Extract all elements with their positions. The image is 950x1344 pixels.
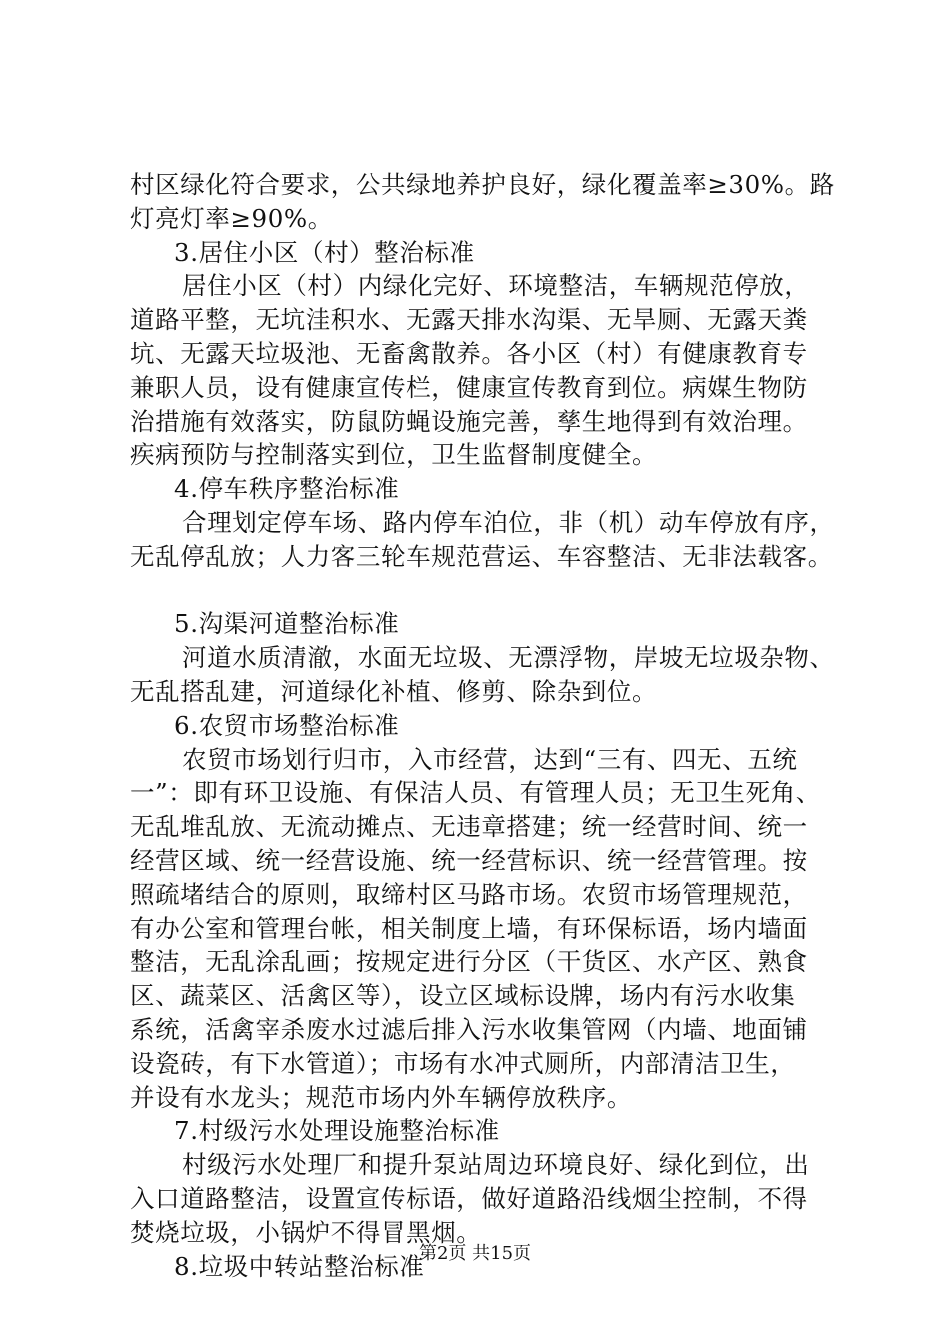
- paragraph-first-line: 村级污水处理厂和提升泵站周边环境良好、绿化到位，出: [182, 1150, 810, 1180]
- text-line: 疾病预防与控制落实到位，卫生监督制度健全。: [130, 440, 658, 470]
- text-line: 无乱停乱放；人力客三轮车规范营运、车容整洁、无非法载客。: [130, 541, 833, 571]
- section-heading: 8.垃圾中转站整治标准: [174, 1251, 425, 1281]
- section-heading: 4.停车秩序整治标准: [174, 474, 400, 504]
- paragraph-first-line: 河道水质清澈，水面无垃圾、无漂浮物，岸坡无垃圾杂物、: [182, 643, 835, 673]
- text-line: 村区绿化符合要求，公共绿地养护良好，绿化覆盖率≥30%。路: [130, 170, 835, 199]
- text-line: 经营区域、统一经营设施、统一经营标识、统一经营管理。按: [130, 845, 808, 875]
- paragraph-first-line: 农贸市场划行归市，入市经营，达到“三有、四无、五统: [182, 744, 798, 774]
- text-line: 照疏堵结合的原则，取缔村区马路市场。农贸市场管理规范，: [130, 879, 808, 909]
- text-line: 有办公室和管理台帐，相关制度上墙，有环保标语，场内墙面: [130, 913, 808, 943]
- text-line: 并设有水龙头；规范市场内外车辆停放秩序。: [130, 1082, 632, 1112]
- paragraph-first-line: 合理划定停车场、路内停车泊位，非（机）动车停放有序，: [182, 507, 835, 537]
- text-line: 系统，活禽宰杀废水过滤后排入污水收集管网（内墙、地面铺: [130, 1014, 808, 1044]
- paragraph-first-line: 居住小区（村）内绿化完好、环境整洁，车辆规范停放，: [182, 271, 810, 301]
- text-line: 道路平整，无坑洼积水、无露天排水沟渠、无旱厕、无露天粪: [130, 305, 808, 335]
- section-heading: 5.沟渠河道整治标准: [174, 609, 400, 639]
- text-line: 无乱搭乱建，河道绿化补植、修剪、除杂到位。: [130, 676, 658, 706]
- text-line: 治措施有效落实，防鼠防蝇设施完善，孳生地得到有效治理。: [130, 406, 808, 436]
- text-line: 区、蔬菜区、活禽区等），设立区域标设牌，场内有污水收集: [130, 981, 796, 1011]
- document-body: [130, 168, 850, 1283]
- blank-line: [130, 574, 850, 608]
- section-heading: 3.居住小区（村）整治标准: [174, 237, 475, 267]
- text-line: 焚烧垃圾，小锅炉不得冒黑烟。: [130, 1217, 482, 1247]
- text-line: 兼职人员，设有健康宣传栏，健康宣传教育到位。病媒生物防: [130, 372, 808, 402]
- text-line: 无乱堆乱放、无流动摊点、无违章搭建；统一经营时间、统一: [130, 812, 808, 842]
- text-line: 坑、无露天垃圾池、无畜禽散养。各小区（村）有健康教育专: [130, 338, 808, 368]
- text-line: 一”：即有环卫设施、有保洁人员、有管理人员；无卫生死角、: [130, 778, 821, 808]
- section-heading: 6.农贸市场整治标准: [174, 710, 400, 740]
- text-line: 整洁，无乱涂乱画；按规定进行分区（干货区、水产区、熟食: [130, 947, 808, 977]
- text-line: 设瓷砖，有下水管道）；市场有水冲式厕所，内部清洁卫生，: [130, 1048, 796, 1078]
- section-heading: 7.村级污水处理设施整治标准: [174, 1116, 500, 1146]
- text-line: 入口道路整洁，设置宣传标语，做好道路沿线烟尘控制，不得: [130, 1183, 808, 1213]
- page-number-footer: 第2页 共15页: [418, 1243, 532, 1264]
- text-line: 灯亮灯率≥90%。: [130, 203, 333, 233]
